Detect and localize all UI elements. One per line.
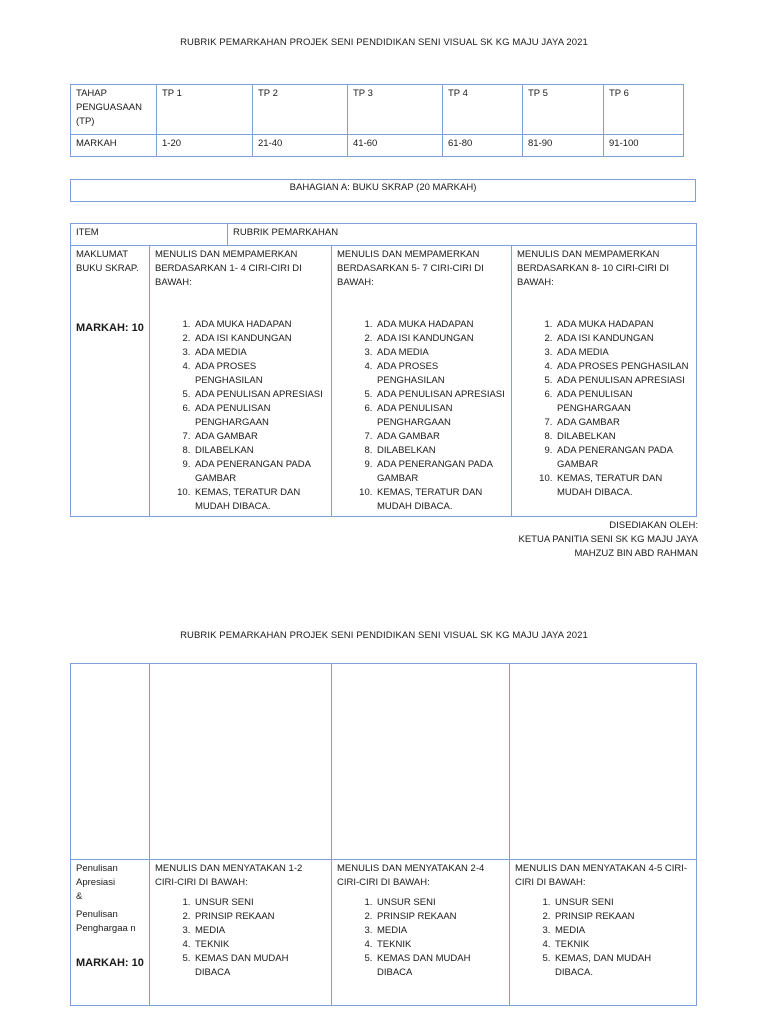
criteria-item: 1. UNSUR SENI bbox=[553, 896, 691, 910]
tp-range: 1-20 bbox=[157, 135, 253, 157]
criteria-item: 1. ADA MUKA HADAPAN bbox=[555, 318, 691, 332]
item-label: Penulisan Apresiasi bbox=[76, 863, 118, 888]
criteria-item: 3. MEDIA bbox=[553, 924, 691, 938]
criteria-item: 4. ADA PROSES PENGHASILAN bbox=[375, 360, 506, 388]
tp-table bbox=[70, 84, 684, 157]
criteria-item: 4. TEKNIK bbox=[193, 938, 326, 952]
criteria-cell bbox=[510, 860, 697, 1006]
criteria-item: 6. ADA PENULISAN PENGHARGAAN bbox=[555, 388, 691, 416]
section-a-heading: BAHAGIAN A: BUKU SKRAP (20 MARKAH) bbox=[70, 179, 696, 202]
criteria-item: 10. KEMAS, TERATUR DAN MUDAH DIBACA. bbox=[193, 486, 326, 514]
criteria-item: 4. ADA PROSES PENGHASILAN bbox=[555, 360, 691, 374]
criteria-item: 7. ADA GAMBAR bbox=[555, 416, 691, 430]
criteria-list bbox=[517, 318, 691, 500]
tp-header-label: TAHAP PENGUASAAN (TP) bbox=[71, 85, 157, 135]
tp-range: 61-80 bbox=[443, 135, 523, 157]
criteria-item: 5. KEMAS DAN MUDAH DIBACA bbox=[193, 952, 326, 980]
criteria-item: 3. ADA MEDIA bbox=[555, 346, 691, 360]
item-cell bbox=[71, 860, 150, 1006]
criteria-item: 9. ADA PENERANGAN PADA GAMBAR bbox=[555, 444, 691, 472]
criteria-item: 1. UNSUR SENI bbox=[375, 896, 504, 910]
criteria-item: 2. ADA ISI KANDUNGAN bbox=[555, 332, 691, 346]
tp-level: TP 5 bbox=[523, 85, 604, 135]
criteria-item: 3. MEDIA bbox=[193, 924, 326, 938]
tp-marks-row bbox=[71, 135, 684, 157]
blank-row bbox=[71, 664, 697, 860]
signature-block bbox=[298, 519, 698, 561]
rubric-table-b bbox=[70, 663, 697, 1006]
tp-range: 91-100 bbox=[604, 135, 684, 157]
criteria-heading: MENULIS DAN MENYATAKAN 1-2 CIRI-CIRI DI BAWAH: bbox=[155, 863, 303, 888]
criteria-item: 5. ADA PENULISAN APRESIASI bbox=[193, 388, 326, 402]
item-cell bbox=[71, 246, 150, 517]
criteria-item: 6. ADA PENULISAN PENGHARGAAN bbox=[375, 402, 506, 430]
signature-line: MAHZUZ BIN ABD RAHMAN bbox=[574, 548, 698, 559]
page-title: RUBRIK PEMARKAHAN PROJEK SENI PENDIDIKAN SENI VISUAL SK KG MAJU JAYA 2021 bbox=[180, 630, 588, 641]
criteria-item: 2. PRINSIP REKAAN bbox=[553, 910, 691, 924]
criteria-item: 2. ADA ISI KANDUNGAN bbox=[193, 332, 326, 346]
criteria-heading: MENULIS DAN MENYATAKAN 2-4 CIRI-CIRI DI BAWAH: bbox=[337, 863, 485, 888]
criteria-item: 8. DILABELKAN bbox=[193, 444, 326, 458]
criteria-cell bbox=[332, 860, 510, 1006]
tp-range: 81-90 bbox=[523, 135, 604, 157]
criteria-list bbox=[515, 896, 691, 980]
item-label: MAKLUMAT BUKU SKRAP. bbox=[76, 249, 139, 274]
criteria-item: 6. ADA PENULISAN PENGHARGAAN bbox=[193, 402, 326, 430]
tp-level: TP 2 bbox=[253, 85, 348, 135]
criteria-item: 8. DILABELKAN bbox=[375, 444, 506, 458]
tp-level: TP 4 bbox=[443, 85, 523, 135]
criteria-heading: MENULIS DAN MEMPAMERKAN BERDASARKAN 8- 10 CIRI-CIRI DI BAWAH: bbox=[517, 249, 670, 288]
criteria-item: 2. PRINSIP REKAAN bbox=[193, 910, 326, 924]
criteria-item: 1. ADA MUKA HADAPAN bbox=[375, 318, 506, 332]
criteria-item: 3. ADA MEDIA bbox=[375, 346, 506, 360]
criteria-item: 4. ADA PROSES PENGHASILAN bbox=[193, 360, 326, 388]
markah-label: MARKAH: 10 bbox=[76, 957, 144, 969]
criteria-item: 3. ADA MEDIA bbox=[193, 346, 326, 360]
blank-cell bbox=[150, 664, 332, 860]
tp-range: 41-60 bbox=[348, 135, 443, 157]
criteria-list bbox=[337, 318, 506, 514]
blank-cell bbox=[332, 664, 510, 860]
criteria-item: 10. KEMAS, TERATUR DAN MUDAH DIBACA. bbox=[555, 472, 691, 500]
criteria-item: 3. MEDIA bbox=[375, 924, 504, 938]
criteria-item: 10. KEMAS, TERATUR DAN MUDAH DIBACA. bbox=[375, 486, 506, 514]
criteria-item: 2. ADA ISI KANDUNGAN bbox=[375, 332, 506, 346]
criteria-cell bbox=[332, 246, 512, 517]
criteria-item: 4. TEKNIK bbox=[553, 938, 691, 952]
criteria-cell bbox=[150, 246, 332, 517]
criteria-item: 1. UNSUR SENI bbox=[193, 896, 326, 910]
tp-level: TP 6 bbox=[604, 85, 684, 135]
criteria-item: 5. ADA PENULISAN APRESIASI bbox=[375, 388, 506, 402]
criteria-item: 7. ADA GAMBAR bbox=[193, 430, 326, 444]
criteria-heading: MENULIS DAN MEMPAMERKAN BERDASARKAN 1- 4 CIRI-CIRI DI BAWAH: bbox=[155, 249, 302, 288]
tp-header-row bbox=[71, 85, 684, 135]
criteria-item: 7. ADA GAMBAR bbox=[375, 430, 506, 444]
criteria-item: 4. TEKNIK bbox=[375, 938, 504, 952]
criteria-item: 5. KEMAS, DAN MUDAH DIBACA. bbox=[553, 952, 691, 980]
rubric-header-row bbox=[71, 224, 697, 246]
criteria-item: 5. KEMAS DAN MUDAH DIBACA bbox=[375, 952, 504, 980]
rubric-row bbox=[71, 860, 697, 1006]
tp-range: 21-40 bbox=[253, 135, 348, 157]
criteria-list bbox=[155, 896, 326, 980]
criteria-item: 9. ADA PENERANGAN PADA GAMBAR bbox=[193, 458, 326, 486]
criteria-heading: MENULIS DAN MEMPAMERKAN BERDASARKAN 5- 7 CIRI-CIRI DI BAWAH: bbox=[337, 249, 484, 288]
criteria-cell bbox=[150, 860, 332, 1006]
blank-cell bbox=[71, 664, 150, 860]
markah-label: MARKAH: 10 bbox=[76, 322, 144, 334]
page-title: RUBRIK PEMARKAHAN PROJEK SENI PENDIDIKAN SENI VISUAL SK KG MAJU JAYA 2021 bbox=[180, 37, 588, 48]
blank-cell bbox=[510, 664, 697, 860]
criteria-item: 2. PRINSIP REKAAN bbox=[375, 910, 504, 924]
rubric-table-a bbox=[70, 223, 697, 517]
signature-line: KETUA PANITIA SENI SK KG MAJU JAYA bbox=[518, 534, 698, 545]
criteria-item: 9. ADA PENERANGAN PADA GAMBAR bbox=[375, 458, 506, 486]
criteria-item: 5. ADA PENULISAN APRESIASI bbox=[555, 374, 691, 388]
criteria-list bbox=[337, 896, 504, 980]
criteria-heading: MENULIS DAN MENYATAKAN 4-5 CIRI-CIRI DI BAWAH: bbox=[515, 863, 688, 888]
item-ampersand: & bbox=[76, 891, 83, 902]
tp-marks-label: MARKAH bbox=[71, 135, 157, 157]
signature-line: DISEDIAKAN OLEH: bbox=[609, 520, 698, 531]
criteria-cell bbox=[512, 246, 697, 517]
tp-level: TP 1 bbox=[157, 85, 253, 135]
criteria-list bbox=[155, 318, 326, 514]
rubric-header: RUBRIK PEMARKAHAN bbox=[228, 224, 697, 246]
criteria-item: 1. ADA MUKA HADAPAN bbox=[193, 318, 326, 332]
criteria-item: 8. DILABELKAN bbox=[555, 430, 691, 444]
tp-level: TP 3 bbox=[348, 85, 443, 135]
item-label: Penulisan Penghargaa n bbox=[76, 909, 136, 934]
rubric-row bbox=[71, 246, 697, 517]
item-header: ITEM bbox=[71, 224, 228, 246]
